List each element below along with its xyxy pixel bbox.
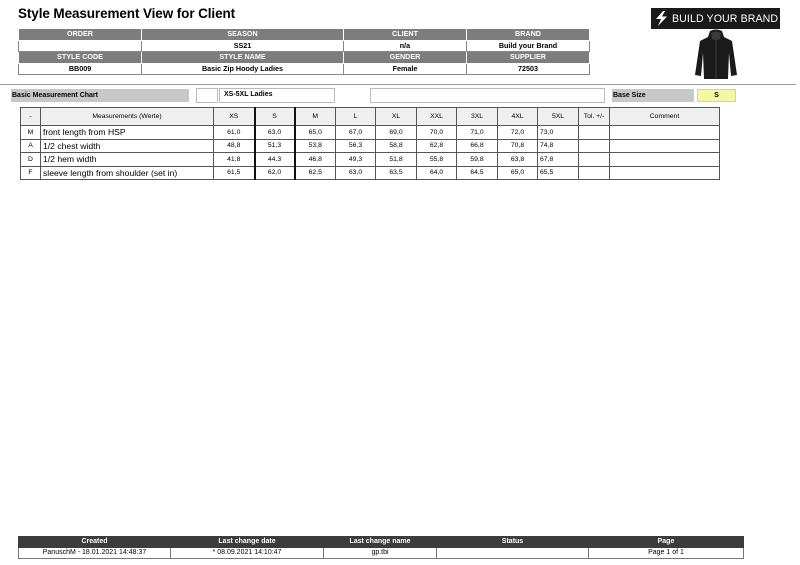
measurement-value: 48,8 bbox=[214, 139, 255, 153]
last-change-name-value: gp.tbi bbox=[324, 548, 437, 559]
size-column-header-xl: XL bbox=[376, 108, 417, 126]
tolerance-value bbox=[579, 166, 610, 180]
measurement-value: 64,5 bbox=[457, 166, 498, 180]
measurement-code: D bbox=[21, 153, 41, 167]
measurement-name: 1/2 hem width bbox=[41, 153, 214, 167]
info-value-row bbox=[19, 40, 590, 52]
code-column-header: - bbox=[21, 108, 41, 126]
page-title: Style Measurement View for Client bbox=[18, 6, 236, 21]
measurement-value: 69,0 bbox=[376, 126, 417, 140]
status-header: Status bbox=[437, 537, 589, 548]
hoody-icon bbox=[694, 29, 738, 80]
measurement-name: sleeve length from shoulder (set in) bbox=[41, 166, 214, 180]
last-change-date-header: Last change date bbox=[171, 537, 324, 548]
measurement-value: 63,8 bbox=[498, 153, 538, 167]
table-row bbox=[21, 139, 720, 153]
style-name-value: Basic Zip Hoody Ladies bbox=[142, 63, 344, 75]
measurement-value: 61,5 bbox=[214, 166, 255, 180]
measurement-value: 59,8 bbox=[457, 153, 498, 167]
size-column-header-xxl: XXL bbox=[417, 108, 457, 126]
created-header: Created bbox=[19, 537, 171, 548]
tolerance-value bbox=[579, 153, 610, 167]
supplier-value: 72503 bbox=[467, 63, 590, 75]
measurement-code: F bbox=[21, 166, 41, 180]
footer-header-row bbox=[19, 537, 744, 548]
size-column-header-5xl: 5XL bbox=[538, 108, 579, 126]
measurement-value: 61,0 bbox=[214, 126, 255, 140]
measurement-value: 55,8 bbox=[417, 153, 457, 167]
measurement-value: 41,8 bbox=[214, 153, 255, 167]
comment-value bbox=[610, 126, 720, 140]
comment-column-header: Comment bbox=[610, 108, 720, 126]
size-column-header-s: S bbox=[255, 108, 295, 126]
measurement-value: 73,0 bbox=[538, 126, 579, 140]
size-column-header-3xl: 3XL bbox=[457, 108, 498, 126]
measurement-name: front length from HSP bbox=[41, 126, 214, 140]
brand-bolt-icon bbox=[654, 11, 669, 26]
created-value: PanuschM - 18.01.2021 14:48:37 bbox=[19, 548, 171, 559]
last-change-date-value: * 08.09.2021 14:10:47 bbox=[171, 548, 324, 559]
status-value bbox=[437, 548, 589, 559]
measurement-value: 74,8 bbox=[538, 139, 579, 153]
measurement-value: 46,8 bbox=[295, 153, 336, 167]
measurement-column-header: Measurements (Werte) bbox=[41, 108, 214, 126]
footer-value-row bbox=[19, 548, 744, 559]
measurement-code: A bbox=[21, 139, 41, 153]
brand-logo-text: BUILD YOUR BRAND bbox=[672, 12, 779, 25]
measurement-code: M bbox=[21, 126, 41, 140]
table-row bbox=[21, 126, 720, 140]
chart-label: Basic Measurement Chart bbox=[11, 89, 189, 102]
measurement-table bbox=[20, 107, 720, 180]
section-divider bbox=[0, 84, 796, 85]
measurement-value: 71,0 bbox=[457, 126, 498, 140]
tolerance-column-header: Tol. +/- bbox=[579, 108, 610, 126]
brand-logo bbox=[651, 8, 780, 29]
season-header: SEASON bbox=[142, 29, 344, 41]
client-header: CLIENT bbox=[344, 29, 467, 41]
measurement-value: 49,3 bbox=[336, 153, 376, 167]
measurement-value: 70,0 bbox=[417, 126, 457, 140]
comment-value bbox=[610, 153, 720, 167]
measurement-value: 63,0 bbox=[336, 166, 376, 180]
measurement-value: 51,3 bbox=[255, 139, 295, 153]
season-value: SS21 bbox=[142, 40, 344, 52]
comment-value bbox=[610, 166, 720, 180]
info-header-row bbox=[19, 29, 590, 41]
measurement-value: 53,8 bbox=[295, 139, 336, 153]
comment-value bbox=[610, 139, 720, 153]
table-row bbox=[21, 166, 720, 180]
footer-table bbox=[18, 536, 744, 559]
measurement-value: 65,0 bbox=[295, 126, 336, 140]
measurement-value: 62,5 bbox=[295, 166, 336, 180]
measurement-value: 62,8 bbox=[417, 139, 457, 153]
measurement-value: 65,0 bbox=[498, 166, 538, 180]
measurement-value: 58,8 bbox=[376, 139, 417, 153]
measurement-header-row bbox=[21, 108, 720, 126]
measurement-value: 64,0 bbox=[417, 166, 457, 180]
measurement-value: 72,0 bbox=[498, 126, 538, 140]
info-value-row bbox=[19, 63, 590, 75]
supplier-header: SUPPLIER bbox=[467, 52, 590, 64]
size-column-header-xs: XS bbox=[214, 108, 255, 126]
size-column-header-l: L bbox=[336, 108, 376, 126]
measurement-value: 70,8 bbox=[498, 139, 538, 153]
base-size-value: S bbox=[697, 89, 736, 102]
chart-note-field bbox=[370, 88, 605, 103]
measurement-value: 63,5 bbox=[376, 166, 417, 180]
info-header-row bbox=[19, 52, 590, 64]
client-value: n/a bbox=[344, 40, 467, 52]
last-change-name-header: Last change name bbox=[324, 537, 437, 548]
order-value bbox=[19, 40, 142, 52]
measurement-value: 44,3 bbox=[255, 153, 295, 167]
table-row bbox=[21, 153, 720, 167]
chart-empty-box bbox=[196, 88, 218, 103]
style-code-header: STYLE CODE bbox=[19, 52, 142, 64]
measurement-value: 63,0 bbox=[255, 126, 295, 140]
gender-value: Female bbox=[344, 63, 467, 75]
measurement-value: 51,8 bbox=[376, 153, 417, 167]
tolerance-value bbox=[579, 126, 610, 140]
size-range-field: XS-5XL Ladies bbox=[219, 88, 335, 103]
measurement-value: 66,8 bbox=[457, 139, 498, 153]
page-header: Page bbox=[589, 537, 744, 548]
style-name-header: STYLE NAME bbox=[142, 52, 344, 64]
measurement-value: 65,5 bbox=[538, 166, 579, 180]
gender-header: GENDER bbox=[344, 52, 467, 64]
brand-value: Build your Brand bbox=[467, 40, 590, 52]
size-column-header-m: M bbox=[295, 108, 336, 126]
measurement-value: 67,0 bbox=[336, 126, 376, 140]
style-info-table bbox=[18, 28, 590, 75]
measurement-value: 56,3 bbox=[336, 139, 376, 153]
brand-header: BRAND bbox=[467, 29, 590, 41]
tolerance-value bbox=[579, 139, 610, 153]
style-code-value: BB009 bbox=[19, 63, 142, 75]
measurement-name: 1/2 chest width bbox=[41, 139, 214, 153]
measurement-value: 67,8 bbox=[538, 153, 579, 167]
base-size-label: Base Size bbox=[612, 89, 694, 102]
size-column-header-4xl: 4XL bbox=[498, 108, 538, 126]
order-header: ORDER bbox=[19, 29, 142, 41]
measurement-value: 62,0 bbox=[255, 166, 295, 180]
page-number: Page 1 of 1 bbox=[589, 548, 744, 559]
